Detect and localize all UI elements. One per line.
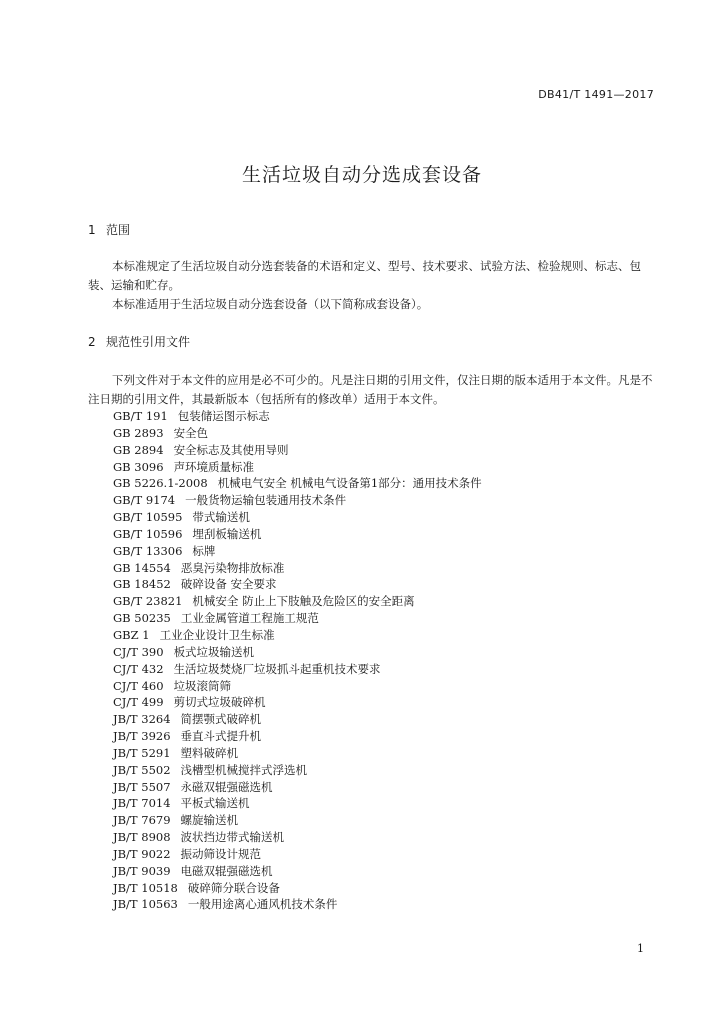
reference-name: 平板式输送机 (180, 796, 250, 811)
reference-name: 破碎筛分联合设备 (187, 880, 280, 895)
reference-code: GB/T 10595 (113, 510, 183, 525)
reference-item (113, 678, 482, 695)
reference-code: JB/T 10518 (113, 880, 178, 895)
reference-name: 带式输送机 (192, 510, 250, 525)
reference-code: GB 14554 (113, 560, 171, 575)
reference-list (113, 408, 482, 913)
section-2-number: 2 (88, 335, 96, 349)
reference-item (113, 779, 482, 796)
reference-code: GB/T 23821 (113, 594, 183, 609)
reference-item (113, 694, 482, 711)
reference-code: JB/T 3264 (113, 712, 171, 727)
reference-item (113, 509, 482, 526)
reference-code: GB/T 10596 (113, 526, 183, 541)
reference-name: 振动筛设计规范 (180, 846, 262, 861)
reference-name: 安全标志及其使用导则 (173, 442, 289, 457)
reference-code: CJ/T 499 (113, 695, 164, 710)
reference-name: 标牌 (192, 543, 216, 558)
reference-item (113, 442, 482, 459)
reference-name: 浅槽型机械搅拌式浮选机 (180, 762, 308, 777)
section-1-heading (88, 221, 130, 238)
reference-code: GB/T 9174 (113, 493, 176, 508)
standard-code: DB41/T 1491—2017 (538, 88, 654, 101)
reference-code: GB 50235 (113, 611, 171, 626)
reference-code: GB/T 13306 (113, 543, 183, 558)
reference-item (113, 425, 482, 442)
reference-name: 永磁双辊强磁选机 (180, 779, 273, 794)
reference-name: 工业企业设计卫生标准 (159, 627, 275, 642)
page-title: 生活垃圾自动分选成套设备 (241, 164, 482, 186)
page-number: 1 (637, 942, 644, 955)
reference-item (113, 593, 482, 610)
reference-item (113, 795, 482, 812)
reference-name: 一般用途离心通风机技术条件 (187, 897, 338, 912)
reference-item (113, 560, 482, 577)
reference-code: JB/T 9039 (113, 863, 171, 878)
reference-item (113, 711, 482, 728)
reference-code: JB/T 7679 (113, 813, 171, 828)
reference-name: 恶臭污染物排放标准 (180, 560, 285, 575)
section-2-heading (88, 333, 190, 350)
reference-item (113, 880, 482, 897)
reference-code: JB/T 5502 (113, 762, 171, 777)
reference-code: GB 5226.1-2008 (113, 476, 208, 491)
reference-name: 机械安全 防止上下肢触及危险区的安全距离 (192, 594, 415, 609)
reference-code: JB/T 8908 (113, 830, 171, 845)
section-1-title: 范围 (106, 223, 131, 237)
reference-item (113, 526, 482, 543)
section-1-number: 1 (88, 223, 96, 237)
reference-name: 板式垃圾输送机 (173, 644, 255, 659)
reference-code: JB/T 5291 (113, 745, 171, 760)
reference-name: 破碎设备 安全要求 (180, 577, 277, 592)
reference-code: JB/T 3926 (113, 729, 171, 744)
reference-item (113, 644, 482, 661)
section-2-intro: 下列文件对于本文件的应用是必不可少的。凡是注日期的引用文件，仅注日期的版本适用于本文件。凡是不注日期的引用文件，其最新版本（包括所有的修改单）适用于本文件。 (88, 373, 653, 406)
reference-name: 垃圾滚筒筛 (173, 678, 232, 693)
reference-code: CJ/T 460 (113, 678, 164, 693)
reference-item (113, 812, 482, 829)
reference-code: JB/T 7014 (113, 796, 171, 811)
reference-name: 生活垃圾焚烧厂垃圾抓斗起重机技术要求 (173, 661, 381, 676)
reference-item (113, 627, 482, 644)
reference-name: 垂直斗式提升机 (180, 729, 262, 744)
reference-item (113, 728, 482, 745)
reference-name: 电磁双辊强磁选机 (180, 863, 273, 878)
reference-name: 剪切式垃圾破碎机 (173, 695, 266, 710)
reference-name: 简摆颚式破碎机 (180, 712, 262, 727)
reference-name: 塑料破碎机 (180, 745, 239, 760)
reference-item (113, 610, 482, 627)
reference-item (113, 863, 482, 880)
reference-name: 声环境质量标准 (173, 459, 255, 474)
reference-code: GBZ 1 (113, 627, 150, 642)
reference-item (113, 846, 482, 863)
reference-code: GB 2893 (113, 425, 164, 440)
reference-name: 包装储运图示标志 (177, 409, 270, 423)
reference-name: 安全色 (173, 425, 209, 440)
reference-item (113, 543, 482, 560)
reference-name: 机械电气安全 机械电气设备第1部分：通用技术条件 (217, 476, 482, 491)
reference-item (113, 475, 482, 492)
reference-item (113, 745, 482, 762)
reference-code: GB 3096 (113, 459, 164, 474)
section-1-para-2: 本标准适用于生活垃圾自动分选套设备（以下简称成套设备）。 (112, 297, 429, 311)
reference-item (113, 459, 482, 476)
reference-code: GB/T 191 (113, 409, 168, 423)
reference-name: 工业金属管道工程施工规范 (180, 611, 319, 626)
reference-item (113, 492, 482, 509)
reference-name: 螺旋输送机 (180, 813, 239, 828)
section-1-para-1: 本标准规定了生活垃圾自动分选套装备的术语和定义、型号、技术要求、试验方法、检验规则、标志、包装、运输和贮存。 (88, 259, 641, 292)
reference-item (113, 661, 482, 678)
reference-code: GB 2894 (113, 442, 164, 457)
reference-code: GB 18452 (113, 577, 171, 592)
section-2-title: 规范性引用文件 (106, 335, 191, 349)
reference-code: JB/T 10563 (113, 897, 178, 912)
reference-name: 埋刮板输送机 (192, 526, 262, 541)
reference-item (113, 896, 482, 913)
reference-item (113, 576, 482, 593)
reference-name: 一般货物运输包装通用技术条件 (185, 493, 347, 508)
reference-code: CJ/T 432 (113, 661, 164, 676)
reference-item (113, 829, 482, 846)
reference-item (113, 762, 482, 779)
reference-code: JB/T 5507 (113, 779, 171, 794)
reference-item (113, 408, 482, 425)
reference-code: CJ/T 390 (113, 644, 164, 659)
reference-code: JB/T 9022 (113, 846, 171, 861)
reference-name: 波状挡边带式输送机 (180, 830, 285, 845)
